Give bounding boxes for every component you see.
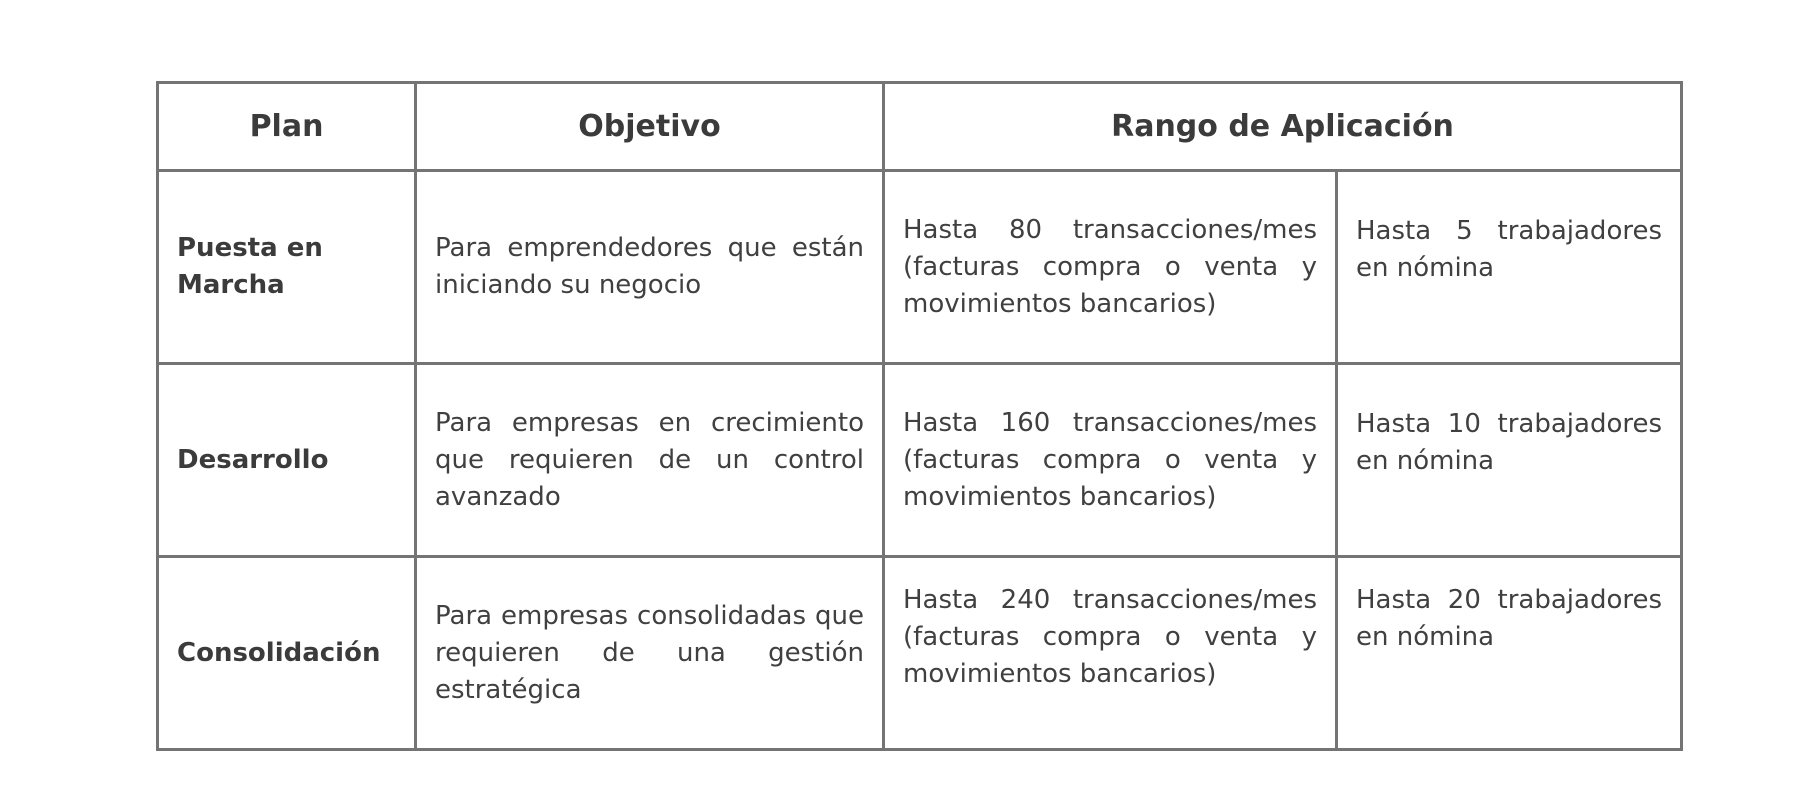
header-row	[158, 83, 1682, 171]
plan-name: Consolidación	[158, 557, 416, 750]
table-row	[158, 171, 1682, 364]
plan-objetivo: Para empresas consolidadas que requieren de una gestión estratégica	[416, 557, 884, 750]
plans-table	[156, 81, 1683, 751]
plan-transacciones: Hasta 160 transacciones/mes (facturas compra o venta y movimientos bancarios)	[884, 364, 1337, 557]
plan-trabajadores: Hasta 10 trabajadores en nómina	[1337, 364, 1682, 557]
plan-transacciones: Hasta 80 transacciones/mes (facturas compra o venta y movimientos bancarios)	[884, 171, 1337, 364]
header-plan: Plan	[158, 83, 416, 171]
plan-transacciones: Hasta 240 transacciones/mes (facturas compra o venta y movimientos bancarios)	[884, 557, 1337, 750]
table-row	[158, 364, 1682, 557]
plan-trabajadores: Hasta 20 trabajadores en nómina	[1337, 557, 1682, 750]
plan-objetivo: Para emprendedores que están iniciando su negocio	[416, 171, 884, 364]
plan-objetivo: Para empresas en crecimiento que requieren de un control avanzado	[416, 364, 884, 557]
header-objetivo: Objetivo	[416, 83, 884, 171]
header-rango-de-aplicacion: Rango de Aplicación	[884, 83, 1682, 171]
plan-name: Desarrollo	[158, 364, 416, 557]
plan-name: Puesta en Marcha	[158, 171, 416, 364]
table-row	[158, 557, 1682, 750]
plan-trabajadores: Hasta 5 trabajadores en nómina	[1337, 171, 1682, 364]
